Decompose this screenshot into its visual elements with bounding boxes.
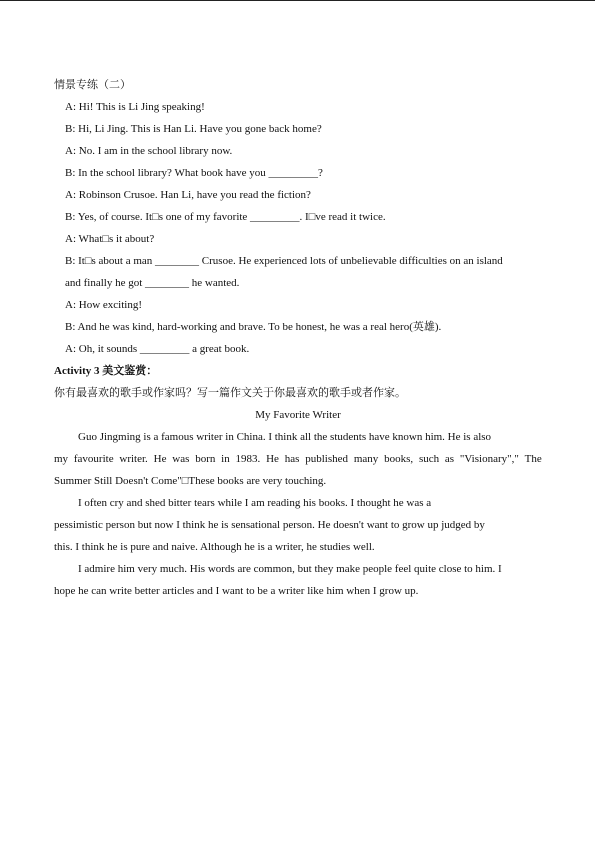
essay-line: this. I think he is pure and naive. Although he is a writer, he studies well. [54,541,375,553]
essay-word: born [195,453,216,465]
dialogue-line: A: How exciting! [65,299,142,311]
dialogue-line: and finally he got ________ he wanted. [65,277,240,289]
essay-word: many [353,453,379,465]
essay-line: I admire him very much. His words are common, but they make people feel quite close to him. I [78,563,502,575]
writing-prompt: 你有最喜欢的歌手或作家吗？写一篇作文关于你最喜欢的歌手或者作家。 [54,387,406,399]
essay-line: I often cry and shed bitter tears while I am reading his books. I thought he was a [78,497,432,509]
dialogue-line: A: What□s it about? [65,233,155,245]
dialogue-line: B: Hi, Li Jing. This is Han Li. Have you gone back home? [65,123,322,135]
essay-word: such [418,453,440,465]
essay-line: hope he can write better articles and I want to be a writer like him when I grow up. [54,585,419,597]
essay-line: Summer Still Doesn't Come"□These books are very touching. [54,475,327,487]
essay-word: writer. [119,453,148,465]
essay-line: pessimistic person but now I think he is sensational person. He doesn't want to grow up judged by [54,519,485,531]
essay-word: as [444,453,455,465]
header-rule [0,0,595,1]
essay-word: He [153,453,167,465]
essay-word: The [524,453,542,465]
essay-title: My Favorite Writer [255,409,341,421]
essay-word: in [221,453,230,465]
activity-heading: Activity 3 美文鉴赏： [54,365,158,377]
dialogue-line: A: Oh, it sounds _________ a great book. [65,343,250,355]
essay-line: Guo Jingming is a famous writer in China. I think all the students have known him. He is also [78,431,492,443]
dialogue-line: B: And he was kind, hard-working and brave. To be honest, he was a real hero(英雄). [65,321,442,333]
essay-word: was [172,453,190,465]
dialogue-line: A: Robinson Crusoe. Han Li, have you read the fiction? [65,189,311,201]
essay-word: 1983. [235,453,261,465]
essay-word: He [266,453,279,465]
essay-word: "Visionary"," [459,453,519,465]
essay-word: favourite [73,453,114,465]
dialogue-line: A: Hi! This is Li Jing speaking! [65,101,205,113]
essay-word: my [54,453,69,465]
essay-line [54,452,542,466]
essay-word: published [305,453,349,465]
dialogue-line: B: Yes, of course. It□s one of my favorite _________. I□ve read it twice. [65,211,386,223]
dialogue-line: B: It□s about a man ________ Crusoe. He experienced lots of unbelievable difficulties on an island [65,255,503,267]
section-title: 情景专练（二） [54,79,131,91]
essay-word: has [284,453,300,465]
dialogue-line: A: No. I am in the school library now. [65,145,233,157]
dialogue-line: B: In the school library? What book have you _________? [65,167,323,179]
essay-word: books, [384,453,414,465]
